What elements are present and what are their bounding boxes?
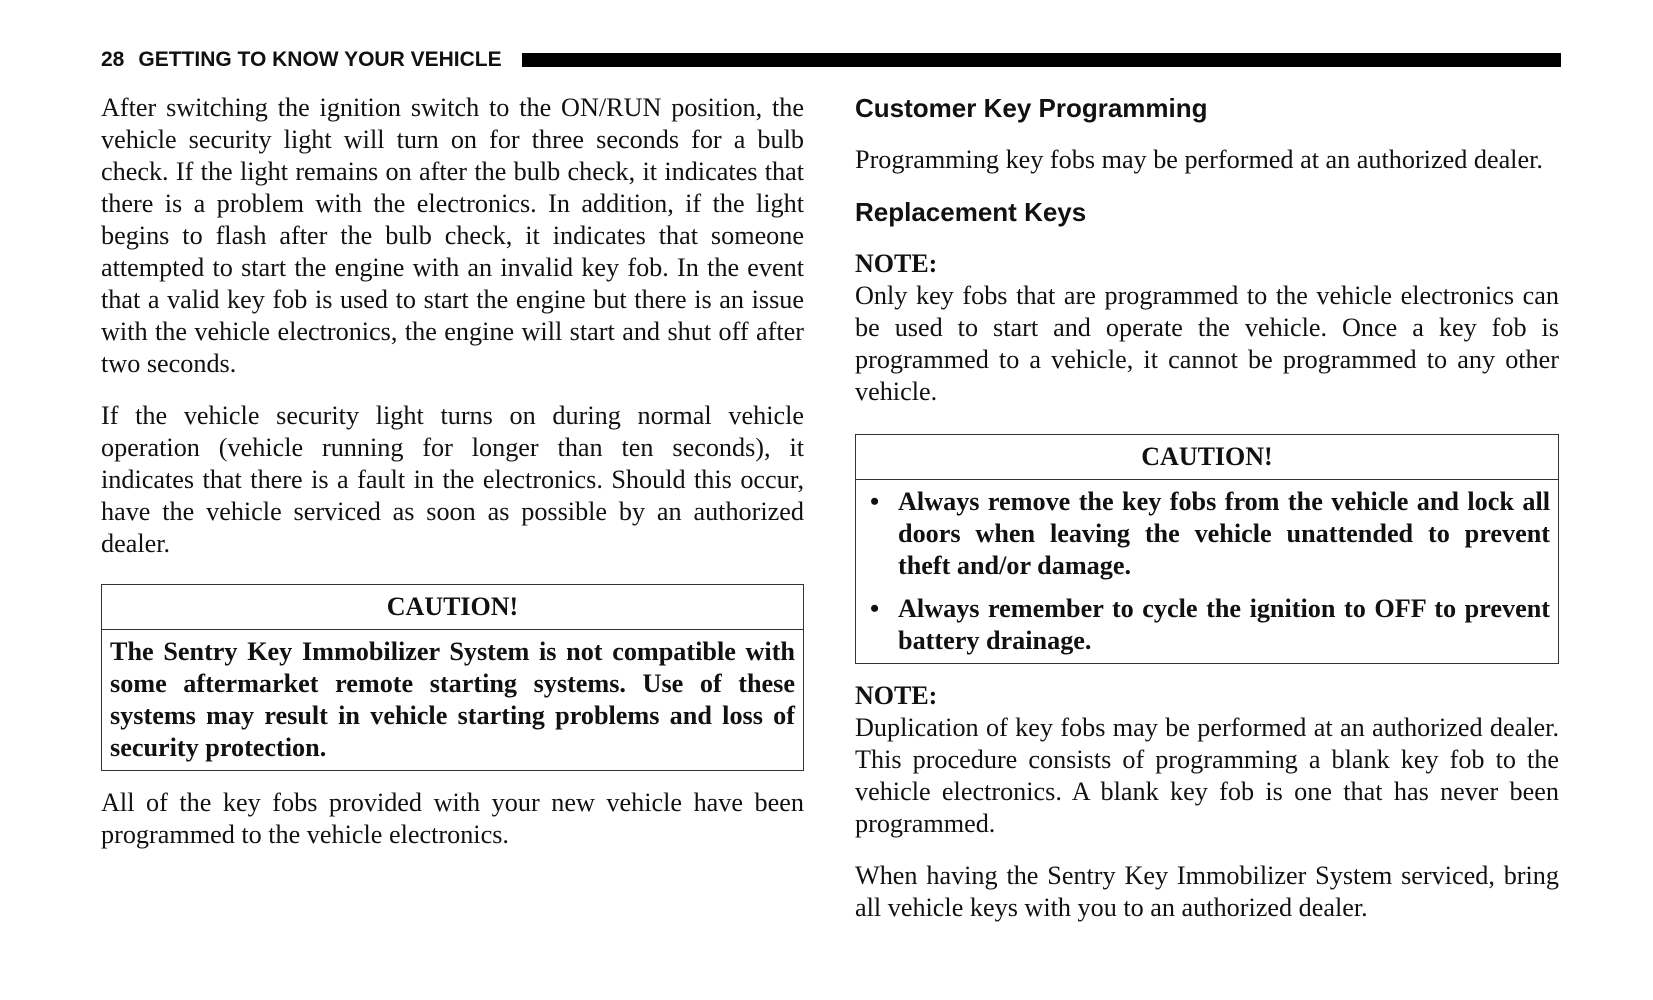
note-label: NOTE: xyxy=(855,249,938,278)
caution-text: The Sentry Key Immobilizer System is not compatible with some aftermarket remote starting systems. Use of these systems may result in vehicle starting problems and loss of security protection. xyxy=(110,637,795,762)
paragraph-key-fobs-programmed: All of the key fobs provided with your new vehicle have been programmed to the vehicle electronics. xyxy=(101,788,804,849)
note-text-duplication: Duplication of key fobs may be performed at an authorized dealer. This procedure consists of programming a blank key fob to the vehicle electronics. A blank key fob is one that has never been programmed. xyxy=(855,713,1559,838)
caution-item-text: Always remember to cycle the ignition to OFF to prevent battery drainage. xyxy=(898,594,1550,655)
bullet-icon: • xyxy=(870,594,880,623)
caution-item-text: Always remove the key fobs from the vehicle and lock all doors when leaving the vehicle unattended to prevent theft and/or damage. xyxy=(898,487,1550,580)
page-number: 28 xyxy=(101,48,125,71)
heading-customer-key-programming: Customer Key Programming xyxy=(855,93,1208,123)
caution-title: CAUTION! xyxy=(102,585,803,630)
section-title: GETTING TO KNOW YOUR VEHICLE xyxy=(138,48,502,71)
page-header xyxy=(101,40,1561,80)
caution-title: CAUTION! xyxy=(856,435,1558,480)
caution-list xyxy=(856,480,1558,663)
note-text-programmed-fobs: Only key fobs that are programmed to the vehicle electronics can be used to start and operate the vehicle. Once a key fob is programmed to a vehicle, it cannot be programmed to any other vehicle. xyxy=(855,281,1559,406)
caution-list-item xyxy=(864,593,1550,657)
paragraph-servicing: When having the Sentry Key Immobilizer System serviced, bring all vehicle keys with you to an authorized dealer. xyxy=(855,861,1559,922)
right-column xyxy=(855,92,1559,924)
header-rule xyxy=(522,53,1561,67)
paragraph-fault-light: If the vehicle security light turns on during normal vehicle operation (vehicle running for longer than ten seconds), it indicates that there is a fault in the electronics. Should this occur, have the vehicle serviced as soon as possible by an authorized dealer. xyxy=(101,401,804,558)
paragraph-programming-dealer: Programming key fobs may be performed at an authorized dealer. xyxy=(855,145,1543,174)
caution-list-item xyxy=(864,486,1550,582)
note-label: NOTE: xyxy=(855,681,938,710)
caution-box-right xyxy=(855,434,1559,664)
left-column xyxy=(101,92,804,851)
heading-replacement-keys: Replacement Keys xyxy=(855,197,1087,227)
bullet-icon: • xyxy=(870,487,880,516)
paragraph-ignition-light: After switching the ignition switch to the ON/RUN position, the vehicle security light will turn on for three seconds for a bulb check. If the light remains on after the bulb check, it indicates that there is a problem with the electronics. In addition, if the light begins to flash after the bulb check, it indicates that someone attempted to start the engine with an invalid key fob. In the event that a valid key fob is used to start the engine but there is an issue with the vehicle electronics, the engine will start and shut off after two seconds. xyxy=(101,93,804,378)
caution-box-left xyxy=(101,584,804,771)
